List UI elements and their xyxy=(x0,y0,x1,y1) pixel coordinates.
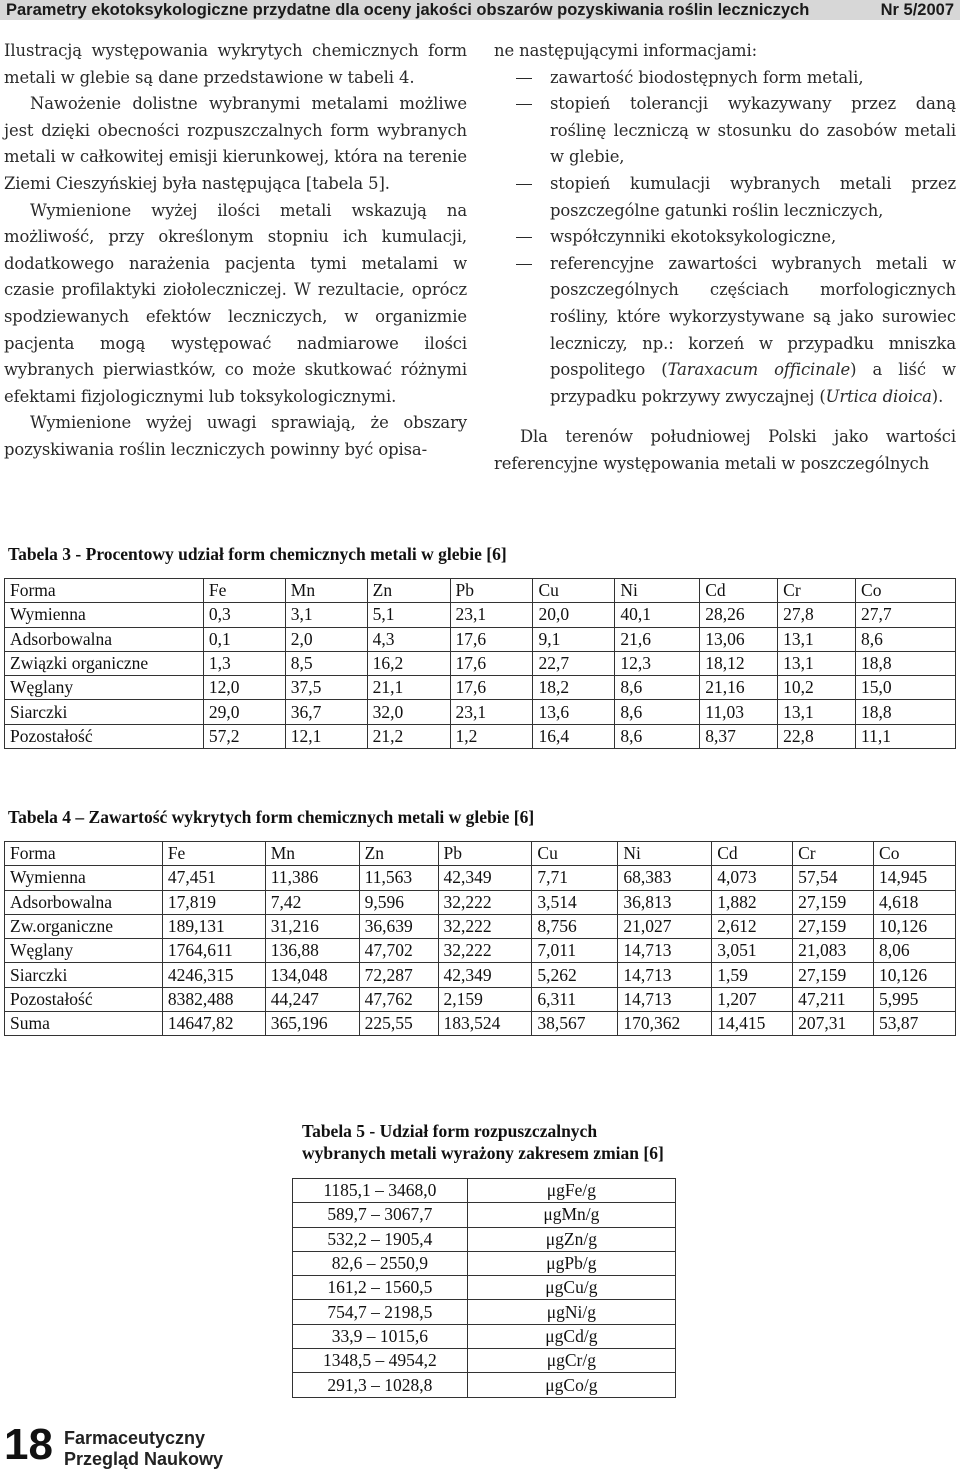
table-cell: 11,563 xyxy=(359,866,438,890)
table-row xyxy=(5,676,956,700)
table-header-cell: Cd xyxy=(700,579,778,603)
table-cell: 32,0 xyxy=(367,700,450,724)
table-header-cell: Cr xyxy=(793,842,874,866)
table-row xyxy=(293,1276,676,1300)
table-header-cell: Co xyxy=(874,842,956,866)
table-cell: 1,2 xyxy=(450,724,533,748)
table-row xyxy=(293,1349,676,1373)
table-cell: Suma xyxy=(5,1012,163,1036)
table-cell: 18,8 xyxy=(856,651,956,675)
table-cell: 1,882 xyxy=(712,890,793,914)
paragraph: Nawożenie dolistne wybranymi metalami możliwe jest dzięki obecności rozpuszczalnych form wybranych metali w całkowitej emisji kierunkowej, która na terenie Ziemi Cieszyńskiej była następująca [tabela 5]. xyxy=(4,94,467,193)
table4-caption: Tabela 4 – Zawartość wykrytych form chemicznych metali w glebie [6] xyxy=(8,807,535,827)
table-header-cell: Mn xyxy=(285,579,367,603)
table-cell: 21,027 xyxy=(618,914,712,938)
table-cell: 2,159 xyxy=(438,987,532,1011)
table-cell: 8,6 xyxy=(615,676,700,700)
list-item xyxy=(494,251,956,411)
table-cell: 2,612 xyxy=(712,914,793,938)
table5-caption-line1: Tabela 5 - Udział form rozpuszczalnych xyxy=(302,1121,598,1141)
table-cell: 21,083 xyxy=(793,939,874,963)
table4 xyxy=(4,841,956,1036)
table-row xyxy=(293,1300,676,1324)
table-cell: 27,159 xyxy=(793,914,874,938)
table-cell: 11,386 xyxy=(265,866,359,890)
table-cell: 14,415 xyxy=(712,1012,793,1036)
journal-name-line2: Przegląd Naukowy xyxy=(64,1449,224,1469)
table-cell: 5,262 xyxy=(532,963,618,987)
table-row xyxy=(293,1227,676,1251)
table-cell: 53,87 xyxy=(874,1012,956,1036)
table-cell: 5,1 xyxy=(367,603,450,627)
table-cell: 11,03 xyxy=(700,700,778,724)
running-header xyxy=(0,0,960,20)
table-cell: 1348,5 – 4954,2 xyxy=(293,1349,468,1373)
table-header-cell: Cd xyxy=(712,842,793,866)
table-cell: μgNi/g xyxy=(467,1300,675,1324)
table-cell: 183,524 xyxy=(438,1012,532,1036)
latin-name: Urtica dioica xyxy=(825,386,932,406)
paragraph: Wymienione wyżej uwagi sprawiają, że obszary pozyskiwania roślin leczniczych powinny być opisa- xyxy=(4,413,467,459)
table-header-cell: Forma xyxy=(5,842,163,866)
table-row xyxy=(5,963,956,987)
table-cell: 291,3 – 1028,8 xyxy=(293,1373,468,1397)
list-item: stopień tolerancji wykazywany przez daną roślinę leczniczą w stosunku do zasobów metali w glebie, xyxy=(494,91,956,171)
table-header-cell: Cu xyxy=(533,579,615,603)
table5-caption-line2: wybranych metali wyrażony zakresem zmian [6] xyxy=(302,1143,664,1163)
table-cell: 32,222 xyxy=(438,890,532,914)
list-item-text: ). xyxy=(931,386,944,406)
table-cell: 82,6 – 2550,9 xyxy=(293,1251,468,1275)
table-cell: 33,9 – 1015,6 xyxy=(293,1324,468,1348)
table-cell: 42,349 xyxy=(438,866,532,890)
table-header-cell: Ni xyxy=(615,579,700,603)
table-cell: 8,6 xyxy=(615,700,700,724)
table-header-row xyxy=(5,842,956,866)
table-cell: 10,126 xyxy=(874,914,956,938)
table-cell: 8,37 xyxy=(700,724,778,748)
table-cell: 6,311 xyxy=(532,987,618,1011)
table3 xyxy=(4,578,956,749)
table-cell: 7,011 xyxy=(532,939,618,963)
table-cell: 3,1 xyxy=(285,603,367,627)
table-cell: 189,131 xyxy=(162,914,265,938)
table-header-cell: Co xyxy=(856,579,956,603)
table-cell: 32,222 xyxy=(438,914,532,938)
paragraph: Ilustracją występowania wykrytych chemicznych form metali w glebie są dane przedstawione w tabeli 4. xyxy=(4,41,467,87)
table-cell: 14,713 xyxy=(618,963,712,987)
table-cell: 32,222 xyxy=(438,939,532,963)
table-cell: 207,31 xyxy=(793,1012,874,1036)
table-header-cell: Cu xyxy=(532,842,618,866)
table-cell: 22,8 xyxy=(778,724,856,748)
table-cell: 36,639 xyxy=(359,914,438,938)
table-cell: 21,2 xyxy=(367,724,450,748)
table-header-cell: Ni xyxy=(618,842,712,866)
table-cell: 47,211 xyxy=(793,987,874,1011)
table-cell: 47,451 xyxy=(162,866,265,890)
table-cell: 57,2 xyxy=(203,724,285,748)
table-row xyxy=(5,1012,956,1036)
table-cell: 36,813 xyxy=(618,890,712,914)
table-row xyxy=(5,866,956,890)
table-cell: 17,6 xyxy=(450,627,533,651)
table-cell: 20,0 xyxy=(533,603,615,627)
table-cell: 8,6 xyxy=(615,724,700,748)
table-cell: 1,207 xyxy=(712,987,793,1011)
table-cell: 22,7 xyxy=(533,651,615,675)
table-row xyxy=(293,1179,676,1203)
table-cell: 47,702 xyxy=(359,939,438,963)
table-cell: 29,0 xyxy=(203,700,285,724)
table-cell: μgPb/g xyxy=(467,1251,675,1275)
table-cell: 37,5 xyxy=(285,676,367,700)
table-row xyxy=(293,1324,676,1348)
table-cell: Wymienna xyxy=(5,603,204,627)
table-row xyxy=(293,1251,676,1275)
table-cell: 13,1 xyxy=(778,651,856,675)
table-cell: 8,06 xyxy=(874,939,956,963)
table-header-cell: Fe xyxy=(162,842,265,866)
table-cell: 12,3 xyxy=(615,651,700,675)
table-cell: 68,383 xyxy=(618,866,712,890)
table-cell: 5,995 xyxy=(874,987,956,1011)
table-cell: 18,8 xyxy=(856,700,956,724)
table-cell: Pozostałość xyxy=(5,724,204,748)
table-cell: μgZn/g xyxy=(467,1227,675,1251)
table-header-cell: Pb xyxy=(450,579,533,603)
paragraph: Wymienione wyżej ilości metali wskazują na możliwość, przy określonym stopniu ich kumulacji, dodatkowego narażenia pacjenta tymi metalami w czasie profilaktyki ziołoleczniczej. W rezultacie, oprócz spodziewanych efektów leczniczych, w organizmie pacjenta mogą występować nadmiarowe ilości wybranych pierwiastków, co może skutkować różnymi efektami fizjologicznymi lub toksykologicznymi. xyxy=(4,200,467,406)
table-cell: 18,2 xyxy=(533,676,615,700)
table-cell: 4,3 xyxy=(367,627,450,651)
table-row xyxy=(5,914,956,938)
table-cell: 754,7 – 2198,5 xyxy=(293,1300,468,1324)
table-cell: 12,0 xyxy=(203,676,285,700)
table-cell: 27,8 xyxy=(778,603,856,627)
table-cell: 8,5 xyxy=(285,651,367,675)
table-cell: Wymienna xyxy=(5,866,163,890)
table-cell: 38,567 xyxy=(532,1012,618,1036)
table-cell: 36,7 xyxy=(285,700,367,724)
table-cell: Pozostałość xyxy=(5,987,163,1011)
paragraph: Dla terenów południowej Polski jako wartości referencyjne występowania metali w poszczególnych xyxy=(494,427,956,473)
table-cell: 57,54 xyxy=(793,866,874,890)
table-cell: 14647,82 xyxy=(162,1012,265,1036)
journal-name xyxy=(64,1428,223,1470)
table-cell: 14,713 xyxy=(618,939,712,963)
table-cell: μgMn/g xyxy=(467,1203,675,1227)
table-cell: 44,247 xyxy=(265,987,359,1011)
table-cell: 13,06 xyxy=(700,627,778,651)
table-cell: 17,6 xyxy=(450,676,533,700)
table-cell: 14,945 xyxy=(874,866,956,890)
table-cell: 4,618 xyxy=(874,890,956,914)
table-cell: 136,88 xyxy=(265,939,359,963)
table-cell: 365,196 xyxy=(265,1012,359,1036)
table-cell: μgCr/g xyxy=(467,1349,675,1373)
table-cell: 16,4 xyxy=(533,724,615,748)
table-cell: 4,073 xyxy=(712,866,793,890)
table-cell: 10,126 xyxy=(874,963,956,987)
table-cell: 9,1 xyxy=(533,627,615,651)
table-cell: 7,71 xyxy=(532,866,618,890)
table-cell: 31,216 xyxy=(265,914,359,938)
table-cell: 11,1 xyxy=(856,724,956,748)
table-cell: Siarczki xyxy=(5,700,204,724)
table-cell: Adsorbowalna xyxy=(5,627,204,651)
table-row xyxy=(5,939,956,963)
table-cell: 8,756 xyxy=(532,914,618,938)
table-cell: 23,1 xyxy=(450,700,533,724)
page-number: 18 xyxy=(4,1420,53,1469)
table-cell: 47,762 xyxy=(359,987,438,1011)
table-cell: 15,0 xyxy=(856,676,956,700)
table-cell: μgCu/g xyxy=(467,1276,675,1300)
table-cell: 21,6 xyxy=(615,627,700,651)
table-cell: 13,1 xyxy=(778,700,856,724)
table-header-cell: Forma xyxy=(5,579,204,603)
table-cell: Węglany xyxy=(5,676,204,700)
table-cell: Zw.organiczne xyxy=(5,914,163,938)
table-row xyxy=(5,987,956,1011)
table-cell: μgCd/g xyxy=(467,1324,675,1348)
table-cell: 13,1 xyxy=(778,627,856,651)
journal-name-line1: Farmaceutyczny xyxy=(64,1428,206,1448)
table-cell: 1,3 xyxy=(203,651,285,675)
table-cell: 40,1 xyxy=(615,603,700,627)
table-header-cell: Pb xyxy=(438,842,532,866)
table-cell: 27,7 xyxy=(856,603,956,627)
table-header-cell: Zn xyxy=(367,579,450,603)
table-cell: 8382,488 xyxy=(162,987,265,1011)
table-cell: 14,713 xyxy=(618,987,712,1011)
table-cell: 4246,315 xyxy=(162,963,265,987)
table-cell: Węglany xyxy=(5,939,163,963)
table-cell: Adsorbowalna xyxy=(5,890,163,914)
table-cell: 28,26 xyxy=(700,603,778,627)
table-header-row xyxy=(5,579,956,603)
table-cell: 7,42 xyxy=(265,890,359,914)
table-cell: 10,2 xyxy=(778,676,856,700)
table-cell: 8,6 xyxy=(856,627,956,651)
table-cell: 17,819 xyxy=(162,890,265,914)
table-row xyxy=(5,890,956,914)
right-text-column xyxy=(494,38,956,478)
latin-name: Taraxacum officinale xyxy=(667,360,851,380)
left-text-column xyxy=(4,38,467,464)
table-cell: 170,362 xyxy=(618,1012,712,1036)
table-row xyxy=(5,651,956,675)
table-cell: 1185,1 – 3468,0 xyxy=(293,1179,468,1203)
table-cell: 3,051 xyxy=(712,939,793,963)
list-item: stopień kumulacji wybranych metali przez poszczególne gatunki roślin leczniczych, xyxy=(494,171,956,224)
table-header-cell: Fe xyxy=(203,579,285,603)
table-cell: 21,1 xyxy=(367,676,450,700)
table-cell: 16,2 xyxy=(367,651,450,675)
table-cell: 23,1 xyxy=(450,603,533,627)
table-cell: 2,0 xyxy=(285,627,367,651)
table-cell: 161,2 – 1560,5 xyxy=(293,1276,468,1300)
dash-list xyxy=(494,65,956,411)
table-cell: Siarczki xyxy=(5,963,163,987)
list-item-text: referencyjne zawartości wybranych metali w poszczególnych częściach morfologicznych rośliny, które wykorzystywane są jako surowiec leczniczy, np.: korzeń w przypadku mniszka pospolitego ( xyxy=(550,253,956,380)
table-row xyxy=(5,603,956,627)
table-header-cell: Mn xyxy=(265,842,359,866)
table-header-cell: Zn xyxy=(359,842,438,866)
table-cell: Związki organiczne xyxy=(5,651,204,675)
table-cell: 18,12 xyxy=(700,651,778,675)
table-row xyxy=(293,1203,676,1227)
table-cell: 589,7 – 3067,7 xyxy=(293,1203,468,1227)
table3-caption: Tabela 3 - Procentowy udział form chemicznych metali w glebie [6] xyxy=(8,544,507,564)
table-row xyxy=(5,724,956,748)
table-cell: 27,159 xyxy=(793,890,874,914)
list-item: zawartość biodostępnych form metali, xyxy=(494,65,956,92)
list-item-text: ) a liść w przypadku pokrzywy zwyczajnej ( xyxy=(550,360,956,406)
table-cell: 72,287 xyxy=(359,963,438,987)
table-row xyxy=(5,627,956,651)
table-cell: 27,159 xyxy=(793,963,874,987)
table-cell: 9,596 xyxy=(359,890,438,914)
table-header-cell: Cr xyxy=(778,579,856,603)
table-cell: 17,6 xyxy=(450,651,533,675)
table-cell: 1,59 xyxy=(712,963,793,987)
table-row xyxy=(5,700,956,724)
table5 xyxy=(292,1178,676,1398)
table-cell: 21,16 xyxy=(700,676,778,700)
table-cell: 134,048 xyxy=(265,963,359,987)
table-cell: 42,349 xyxy=(438,963,532,987)
header-title: Parametry ekotoksykologiczne przydatne dla oceny jakości obszarów pozyskiwania roślin leczniczych xyxy=(6,1,810,19)
paragraph: ne następującymi informacjami: xyxy=(494,41,758,60)
header-issue: Nr 5/2007 xyxy=(880,1,954,19)
table-cell: 0,3 xyxy=(203,603,285,627)
table-cell: μgFe/g xyxy=(467,1179,675,1203)
table-cell: μgCo/g xyxy=(467,1373,675,1397)
table-row xyxy=(293,1373,676,1397)
table-cell: 225,55 xyxy=(359,1012,438,1036)
table-cell: 12,1 xyxy=(285,724,367,748)
list-item: współczynniki ekotoksykologiczne, xyxy=(494,224,956,251)
table-cell: 1764,611 xyxy=(162,939,265,963)
table-cell: 3,514 xyxy=(532,890,618,914)
table-cell: 13,6 xyxy=(533,700,615,724)
table-cell: 532,2 – 1905,4 xyxy=(293,1227,468,1251)
table-cell: 0,1 xyxy=(203,627,285,651)
